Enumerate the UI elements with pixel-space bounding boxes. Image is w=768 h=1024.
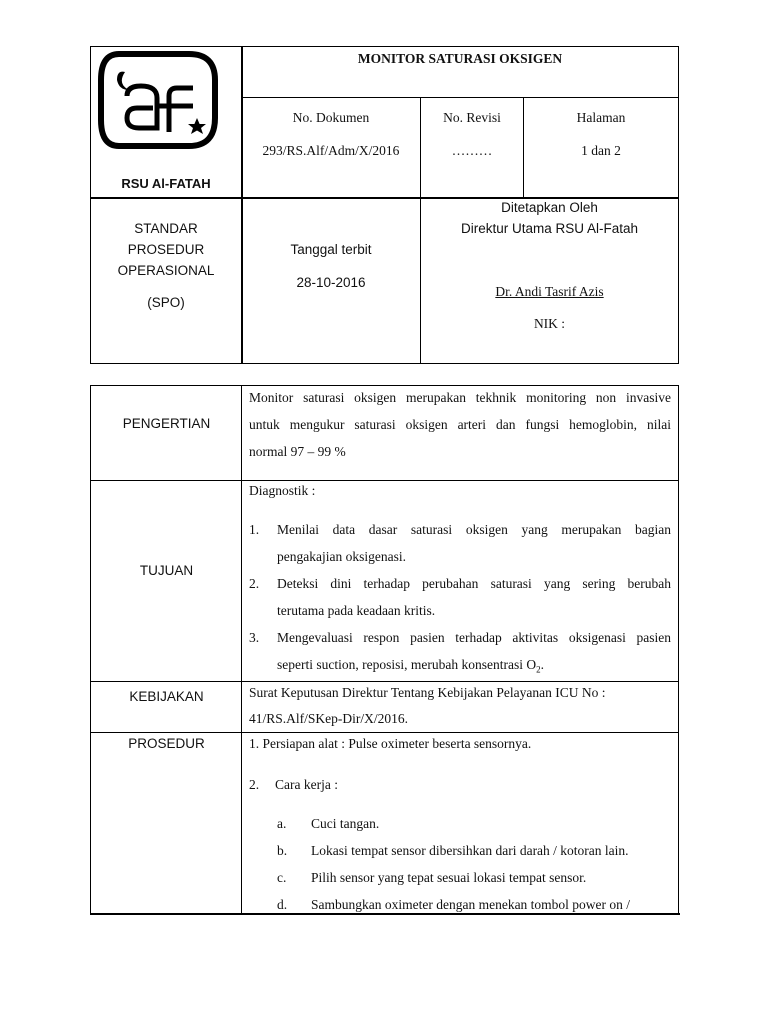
tujuan-item-3-text: seperti suction, reposisi, merubah konsentrasi O <box>277 657 537 672</box>
prosedur-item-c-letter: c. <box>277 870 287 885</box>
kebijakan-line-2: 41/RS.Alf/SKep-Dir/X/2016. <box>249 711 409 726</box>
nik-field: NIK : <box>533 316 566 331</box>
tujuan-item-2-number: 2. <box>249 576 260 591</box>
revision-value: ……… <box>451 143 493 158</box>
prosedur-step-2: Cara kerja : <box>275 777 338 792</box>
label-tujuan: TUJUAN <box>139 563 194 578</box>
spo-line-2: PROSEDUR <box>127 242 205 257</box>
tujuan-item-2-line-2: terutama pada keadaan kritis. <box>277 603 436 618</box>
tujuan-item-1-line-2: pengakajian oksigenasi. <box>277 549 406 564</box>
label-prosedur: PROSEDUR <box>128 736 205 751</box>
tujuan-intro: Diagnostik : <box>249 483 316 498</box>
issue-date-value: 28-10-2016 <box>296 275 366 290</box>
established-by: Ditetapkan Oleh <box>501 200 598 215</box>
kebijakan-line-1: Surat Keputusan Direktur Tentang Kebijakan Pelayanan ICU No : <box>249 685 606 700</box>
spo-line-4: (SPO) <box>147 295 185 310</box>
revision-label: No. Revisi <box>443 110 501 125</box>
prosedur-item-d: Sambungkan oximeter dengan menekan tombol power on / <box>311 897 631 912</box>
spo-line-1: STANDAR <box>134 221 198 236</box>
label-pengertian: PENGERTIAN <box>122 416 211 431</box>
tujuan-item-3-number: 3. <box>249 630 260 645</box>
prosedur-step-2-number: 2. <box>249 777 260 792</box>
prosedur-item-b-letter: b. <box>277 843 288 858</box>
subscript-2: 2 <box>536 664 541 675</box>
page-value: 1 dan 2 <box>581 143 621 158</box>
issue-date-label: Tanggal terbit <box>290 242 372 257</box>
prosedur-item-d-letter: d. <box>277 897 288 912</box>
tujuan-item-2-line-1: Deteksi dini terhadap perubahan saturasi yang sering berubah <box>277 576 671 591</box>
page-label: Halaman <box>576 110 626 125</box>
prosedur-item-a-letter: a. <box>277 816 287 831</box>
established-by-title: Direktur Utama RSU Al-Fatah <box>460 221 639 236</box>
tujuan-item-3-tail: . <box>540 657 544 672</box>
tujuan-item-1-number: 1. <box>249 522 260 537</box>
prosedur-item-a: Cuci tangan. <box>311 816 380 831</box>
procedure-table <box>90 385 679 914</box>
hospital-logo <box>97 50 219 150</box>
tujuan-item-3-line-1: Mengevaluasi respon pasien terhadap aktivitas oksigenasi pasien <box>277 630 671 645</box>
pengertian-line-3: normal 97 – 99 % <box>249 444 346 459</box>
document-header-table <box>90 46 679 364</box>
prosedur-item-b: Lokasi tempat sensor dibersihkan dari darah / kotoran lain. <box>311 843 629 858</box>
pengertian-line-2: untuk mengukur saturasi oksigen arteri dan fungsi hemoglobin, nilai <box>249 417 671 432</box>
prosedur-item-c: Pilih sensor yang tepat sesuai lokasi tempat sensor. <box>311 870 587 885</box>
document-title: MONITOR SATURASI OKSIGEN <box>357 51 563 66</box>
doc-number-label: No. Dokumen <box>292 110 370 125</box>
hospital-name: RSU Al-FATAH <box>121 176 211 191</box>
director-name: Dr. Andi Tasrif Azis <box>495 284 604 299</box>
doc-number-value: 293/RS.Alf/Adm/X/2016 <box>262 143 400 158</box>
tujuan-item-1-line-1: Menilai data dasar saturasi oksigen yang merupakan bagian <box>277 522 671 537</box>
pengertian-line-1: Monitor saturasi oksigen merupakan tekhnik monitoring non invasive <box>249 390 671 405</box>
prosedur-step-1: 1. Persiapan alat : Pulse oximeter beserta sensornya. <box>249 736 532 751</box>
label-kebijakan: KEBIJAKAN <box>129 689 204 704</box>
spo-line-3: OPERASIONAL <box>117 263 215 278</box>
